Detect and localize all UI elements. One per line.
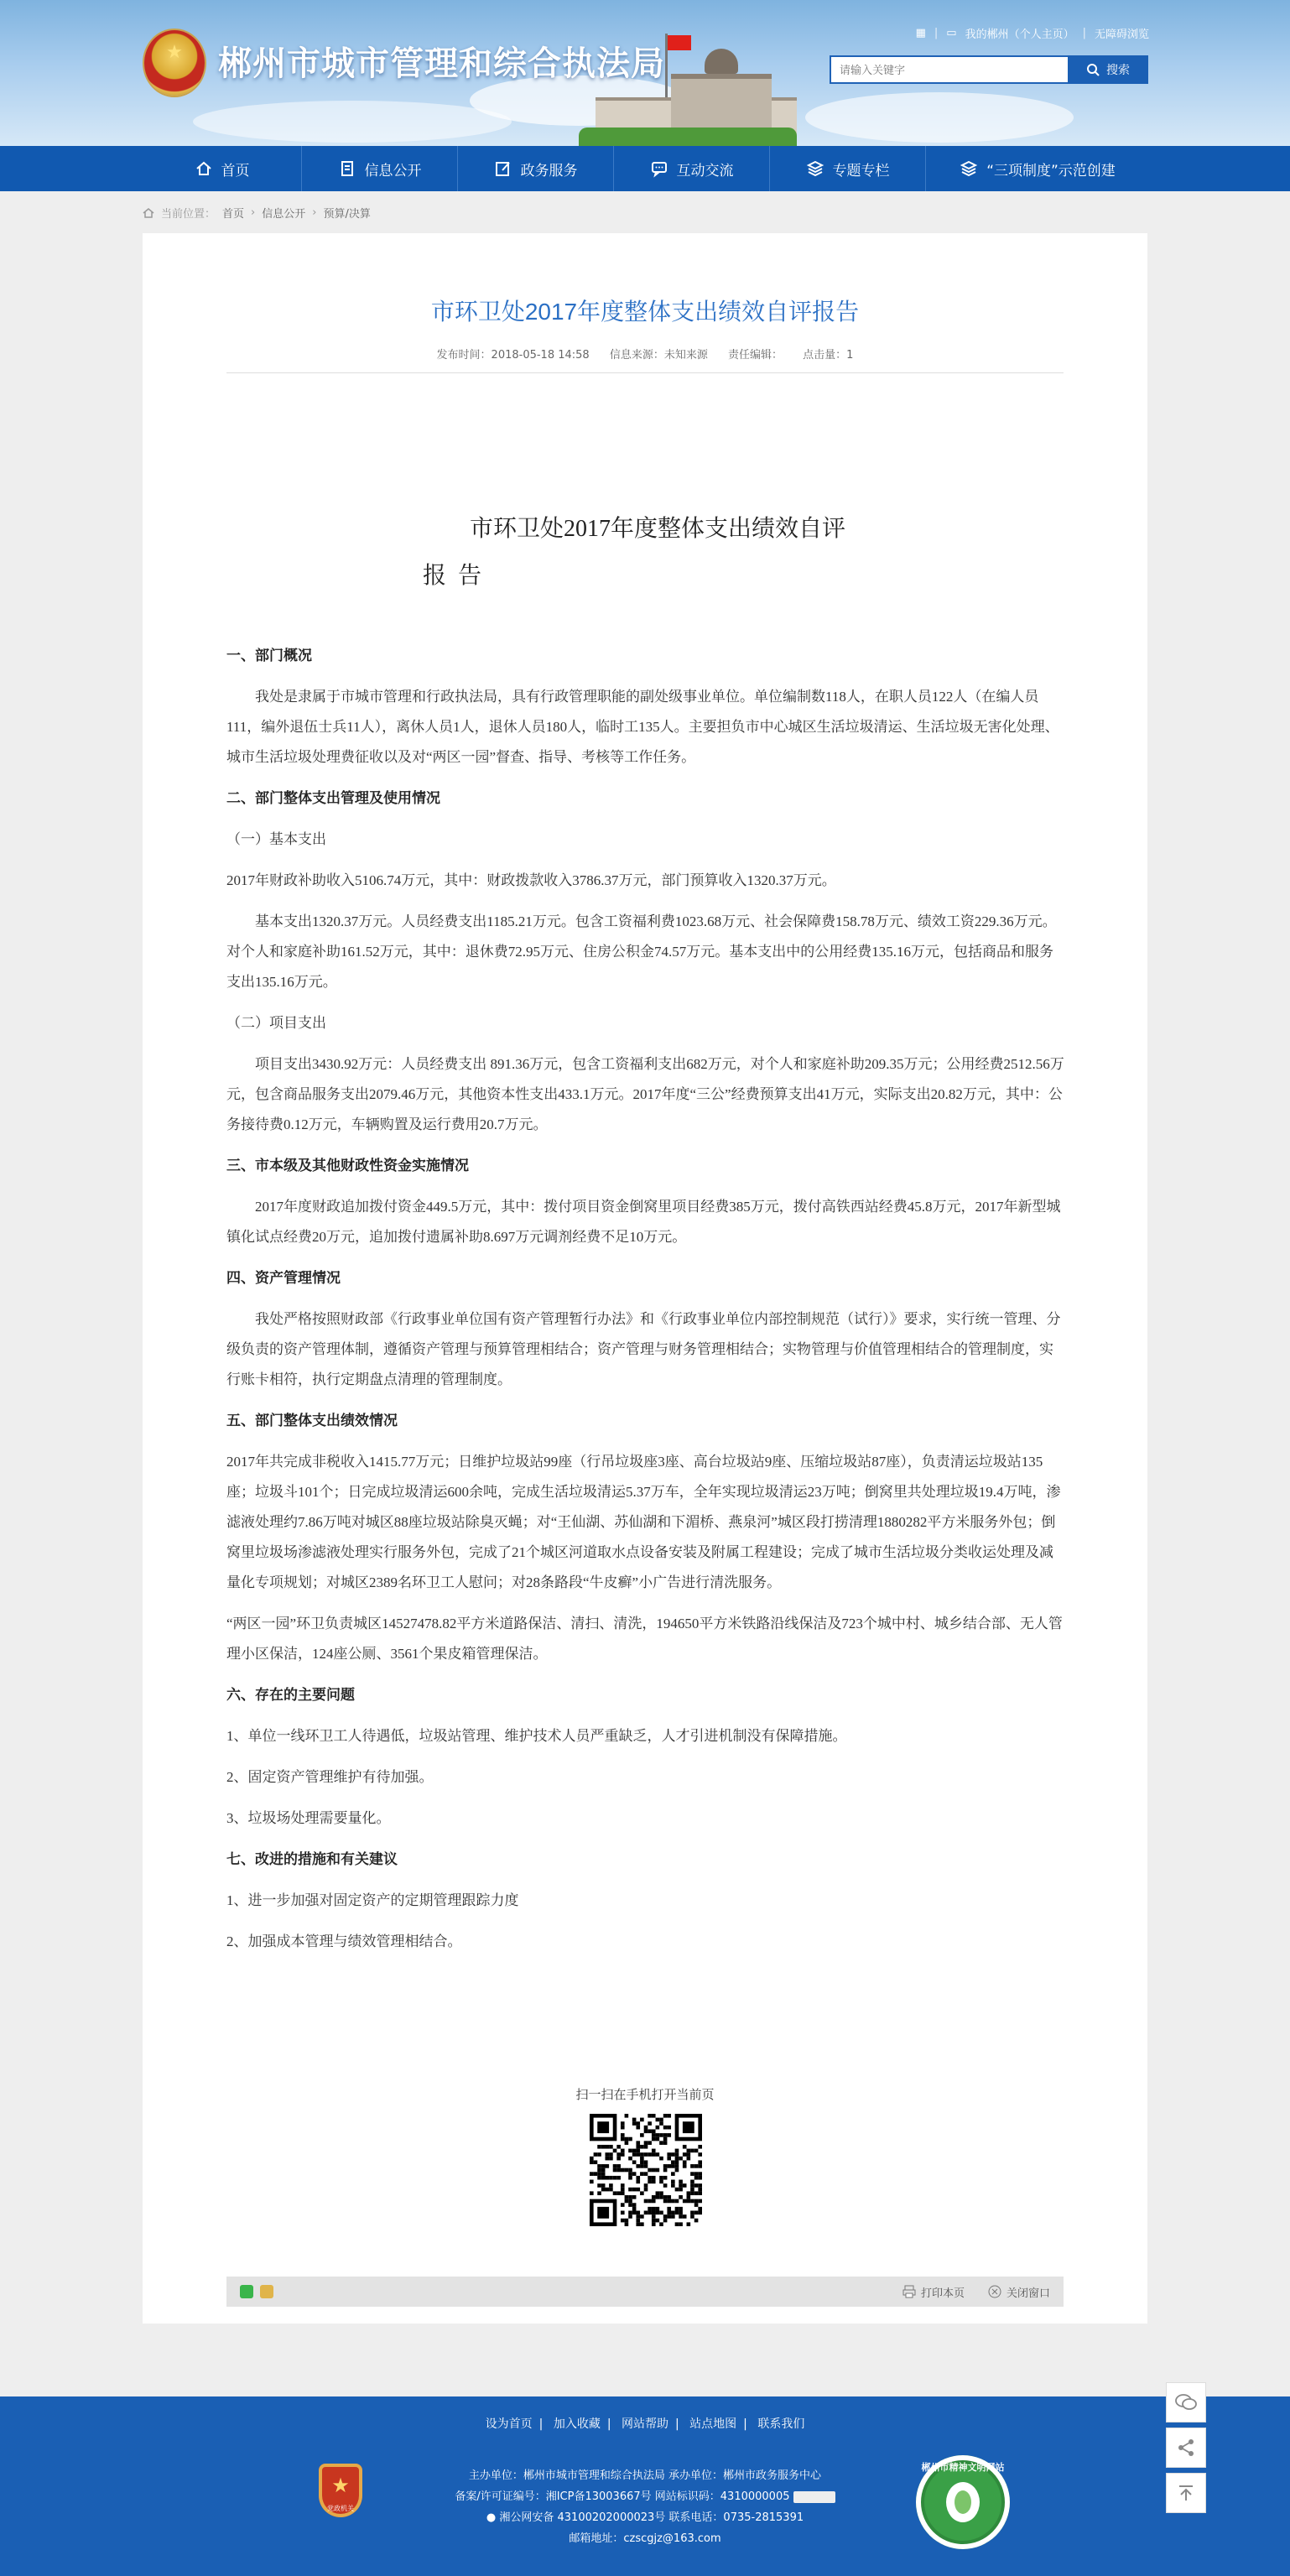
nav-item-label: 专题专栏 [832,162,890,180]
nav-item-three-systems[interactable] [926,146,1149,191]
my-page-link[interactable]: 我的郴州（个人主页） [965,29,1074,41]
paragraph: 2017年度财政追加拨付资金449.5万元，其中：拨付项目资金倒窝里项目经费385万元，拨付高铁西站经费45.8万元，2017年新型城镇化试点经费20万元，追加拨付遗属补助8.697万元调剂经费不足10万元。 [226,1199,1061,1245]
qr-code-icon [590,2114,702,2226]
view-count: 点击量：1 [803,349,854,362]
paragraph: 我处严格按照财政部《行政事业单位国有资产管理暂行办法》和《行政事业单位内部控制规范（试行）》要求，实行统一管理、分级负责的资产管理体制，遵循资产管理与预算管理相结合；资产管理与财务管理相结合；实物管理与价值管理相结合的管理制度，实行账卡相符，执行定期盘点清理的管理制度。 [226,1311,1061,1387]
section-heading: 五、部门整体支出绩效情况 [226,1413,398,1429]
responsible-editor: 责任编辑： [728,349,783,362]
document-icon [338,159,356,178]
gov-site-badge-icon[interactable] [793,2491,835,2503]
site-header [0,0,1290,146]
close-label: 关闭窗口 [1006,2287,1050,2300]
close-icon [988,2285,1001,2298]
publish-time: 发布时间：2018-05-18 14:58 [436,349,590,362]
footer-link-contact[interactable]: 联系我们 [757,2417,805,2431]
paragraph: 2017年财政补助收入5106.74万元，其中：财政拨款收入3786.37万元，部门预算收入1320.37万元。 [226,872,836,888]
print-label: 打印本页 [920,2287,965,2300]
breadcrumb-separator: › [312,206,317,219]
paragraph: 基本支出1320.37万元。人员经费支出1185.21万元。包含工资福利费1023.68万元、社会保障费158.78万元、绩效工资229.36万元。对个人和家庭补助161.52万元，其中：退休费72.95万元、住房公积金74.57万元。基本支出中的公用经费135.16万元，包括商品和服务支出135.16万元。 [226,913,1057,990]
section-heading: 一、部门概况 [226,648,312,664]
paragraph: “两区一园”环卫负责城区14527478.82平方米道路保洁、清扫、清洗，194650平方米铁路沿线保洁及723个城中村、城乡结合部、无人管理小区保洁，124座公厕、3561个果皮箱管理保洁。 [226,1616,1063,1662]
close-window-button[interactable] [988,2284,1050,2300]
article-title: 市环卫处2017年度整体支出绩效自评报告 [430,299,860,325]
breadcrumb-home[interactable]: 首页 [222,208,245,221]
accessibility-link[interactable]: 无障碍浏览 [1094,29,1149,41]
civilization-badge-icon[interactable] [916,2455,1010,2549]
qr-label: 扫一扫在手机打开当前页 [575,2087,715,2102]
print-button[interactable] [902,2284,965,2300]
nav-item-label: 政务服务 [520,162,578,180]
search-box [830,55,1148,84]
nav-item-info-public[interactable] [302,146,458,191]
section-heading: 四、资产管理情况 [226,1270,341,1286]
computer-icon: ▭ [946,27,957,39]
breadcrumb-info-public[interactable]: 信息公开 [262,208,306,221]
paragraph: 1、单位一线环卫工人待遇低，垃圾站管理、维护技术人员严重缺乏，人才引进机制没有保障措施。 [226,1728,847,1744]
article-toolbar [226,2277,1064,2307]
arrow-up-icon [1176,2483,1196,2503]
section-heading: 七、改进的措施和有关建议 [226,1851,398,1867]
cloud-decoration [805,92,1074,143]
nav-item-interaction[interactable] [614,146,770,191]
paragraph: 项目支出3430.92万元：人员经费支出 891.36万元，包含工资福利支出682万元，对个人和家庭补助209.35万元；公用经费2512.56万元，包含商品服务支出2079.46万元，其他资本性支出433.1万元。2017年度“三公”经费预算支出41万元，实际支出20.82万元，其中：公务接待费0.12万元，车辆购置及运行费用20.7万元。 [226,1056,1064,1132]
wechat-float-button[interactable] [1166,2382,1206,2422]
share-icon [1176,2438,1196,2458]
nav-item-label: “三项制度”示范创建 [986,162,1116,180]
footer-icp [394,2486,896,2507]
footer-link-sitemap[interactable]: 站点地图 [689,2417,737,2431]
section-heading: 二、部门整体支出管理及使用情况 [226,790,440,806]
info-source: 信息来源：未知来源 [609,349,708,362]
chat-icon [650,159,668,178]
footer-police-text: 湘公网安备 43100202000023号 联系电话：0735-2815391 [499,2511,804,2524]
footer-icp-text: 备案/许可证编号：湘ICP备13003667号 网站标识码：4310000005 [455,2490,790,2503]
floating-toolbar [1166,2382,1206,2518]
document-title-line1: 市环卫处2017年度整体支出绩效自评 [470,516,846,542]
cloud-decoration [193,101,512,143]
breadcrumb-prefix: 当前位置： [161,208,216,221]
section-heading: 三、市本级及其他财政性资金实施情况 [226,1158,469,1174]
footer-info [394,2465,896,2549]
footer-link-favorite[interactable]: 加入收藏 [553,2417,601,2431]
footer-link-set-home[interactable]: 设为首页 [485,2417,533,2431]
section-heading: 六、存在的主要问题 [226,1687,355,1703]
flag-icon [668,35,691,50]
footer-links: 设为首页 | 加入收藏 | 网站帮助 | 站点地图 | 联系我们 [485,2417,805,2431]
layers-icon [960,159,978,178]
breadcrumb-budget[interactable]: 预算/决算 [323,208,371,221]
home-icon [143,207,154,219]
nav-item-gov-service[interactable] [458,146,614,191]
paragraph: （一）基本支出 [226,831,326,847]
paragraph: 2、加强成本管理与绩效管理相结合。 [226,1933,462,1949]
footer-police [394,2507,896,2528]
search-button-label: 搜索 [1106,63,1130,76]
weibo-share-icon[interactable] [260,2285,273,2298]
national-emblem-icon: ★ [144,30,205,96]
footer-email: 邮箱地址：czscgjz@163.com [569,2532,721,2545]
building-illustration [579,34,797,146]
back-to-top-button[interactable] [1166,2473,1206,2513]
share-float-button[interactable] [1166,2428,1206,2468]
footer-host: 主办单位：郴州市城市管理和综合执法局 承办单位：郴州市政务服务中心 [468,2469,822,2482]
nav-item-label: 互动交流 [676,162,734,180]
footer-link-help[interactable]: 网站帮助 [622,2417,668,2431]
layers-icon [806,159,824,178]
main-nav [0,146,1290,191]
party-gov-badge-icon[interactable]: ★ 党政机关 [319,2464,362,2517]
breadcrumb [143,205,371,221]
edit-icon [494,159,512,178]
article-body [226,641,1065,1968]
article-card [143,233,1147,2324]
printer-icon [902,2285,916,2298]
breadcrumb-separator: › [251,206,256,219]
paragraph: （二）项目支出 [226,1015,326,1031]
nav-item-special-topics[interactable] [770,146,926,191]
paragraph: 我处是隶属于市城市管理和行政执法局，具有行政管理职能的副处级事业单位。单位编制数118人，在职人员122人（在编人员111，编外退伍士兵11人），离休人员1人，退休人员180人，临时工135人。主要担负市中心城区生活垃圾清运、生活垃圾无害化处理、城市生活垃圾处理费征收以及对“两区一园”督查、指导、考核等工作任务。 [226,689,1059,765]
site-footer [0,2396,1290,2576]
search-button[interactable] [1068,55,1148,84]
police-badge-icon: ● [486,2511,497,2524]
weibo-icon[interactable]: ▦ [915,27,926,39]
top-links: ▦ | ▭ 我的郴州（个人主页） | 无障碍浏览 [915,27,1149,41]
home-icon [195,159,213,178]
document-title-line2: 报告 [423,563,494,589]
wechat-icon [1174,2392,1198,2412]
paragraph: 3、垃圾场处理需要量化。 [226,1810,391,1826]
badge-left-label: 党政机关 [327,2505,354,2512]
nav-item-home[interactable] [143,146,302,191]
article-meta [143,346,1147,362]
wechat-share-icon[interactable] [240,2285,253,2298]
paragraph: 2017年共完成非税收入1415.77万元；日维护垃圾站99座（行吊垃圾座3座、高台垃圾站9座、压缩垃圾站87座），负责清运垃圾站135座；垃圾斗101个；日完成垃圾清运600余吨，完成生活垃圾清运5.37万车，全年实现垃圾清运23万吨；倒窝里共处理垃圾19.4万吨，渗滤液处理约7.86万吨对城区88座垃圾站除臭灭蝇；对“王仙湖、苏仙湖和下湄桥、燕泉河”城区段打捞清理1880282平方米服务外包；倒窝里垃圾场渗滤液处理实行服务外包，完成了21个城区河道取水点设备安装及附属工程建设；完成了城市生活垃圾分类收运处理及减量化专项规划；对城区2389名环卫工人慰问；对28条路段“牛皮癣”小广告进行清洗服务。 [226,1454,1061,1590]
badge-right-label: 郴州市精神文明网站 [921,2462,1005,2473]
search-icon [1086,63,1100,76]
paragraph: 1、进一步加强对固定资产的定期管理跟踪力度 [226,1892,519,1908]
paragraph: 2、固定资产管理维护有待加强。 [226,1769,434,1785]
nav-item-label: 首页 [221,162,250,180]
divider [226,372,1064,373]
nav-item-label: 信息公开 [364,162,422,180]
site-title[interactable]: 郴州市城市管理和综合执法局 [218,44,665,82]
search-input[interactable] [830,55,1068,84]
